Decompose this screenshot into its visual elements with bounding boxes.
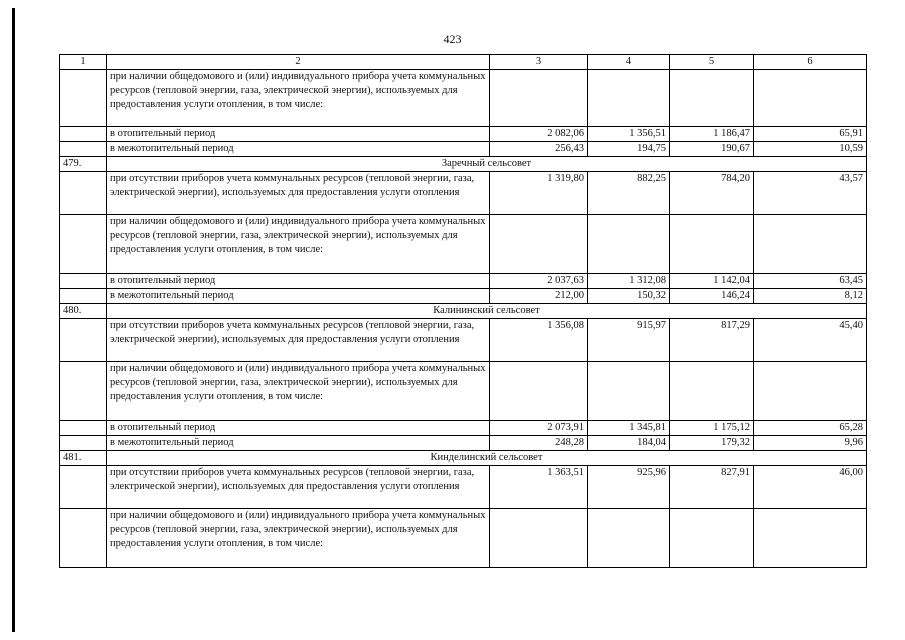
section-title: Заречный сельсовет: [107, 157, 867, 172]
value-cell: 1 356,51: [588, 127, 670, 142]
value-cell: 827,91: [670, 466, 754, 509]
row-label: в отопительный период: [107, 274, 490, 289]
value-cell: 45,40: [754, 319, 867, 362]
section-title: Кинделинский сельсовет: [107, 451, 867, 466]
value-cell: [588, 509, 670, 568]
value-cell: 190,67: [670, 142, 754, 157]
row-number-cell: [60, 215, 107, 274]
table-row: [60, 319, 867, 362]
row-label: при отсутствии приборов учета коммунальных ресурсов (тепловой энергии, газа, электрической энергии), используемых для предоставления услуги отопления: [107, 319, 490, 362]
value-cell: [670, 509, 754, 568]
table-row: [60, 127, 867, 142]
row-number-cell: [60, 172, 107, 215]
row-number-cell: [60, 362, 107, 421]
value-cell: 9,96: [754, 436, 867, 451]
value-cell: 212,00: [490, 289, 588, 304]
section-row: [60, 157, 867, 172]
row-number-cell: [60, 274, 107, 289]
row-number-cell: [60, 127, 107, 142]
row-number-cell: [60, 421, 107, 436]
row-label: при наличии общедомового и (или) индивидуального прибора учета коммунальных ресурсов (тепловой энергии, газа, электрической энергии), используемых для предоставления услуги отопления, в том числе:: [107, 70, 490, 127]
value-cell: 256,43: [490, 142, 588, 157]
row-number-cell: [60, 319, 107, 362]
row-label: при отсутствии приборов учета коммунальных ресурсов (тепловой энергии, газа, электрической энергии), используемых для предоставления услуги отопления: [107, 466, 490, 509]
row-number-cell: [60, 289, 107, 304]
value-cell: 63,45: [754, 274, 867, 289]
value-cell: [670, 70, 754, 127]
value-cell: [490, 362, 588, 421]
value-cell: 817,29: [670, 319, 754, 362]
table-row: [60, 289, 867, 304]
value-cell: 150,32: [588, 289, 670, 304]
value-cell: [754, 362, 867, 421]
value-cell: 8,12: [754, 289, 867, 304]
table-row: [60, 215, 867, 274]
table-row: [60, 509, 867, 568]
section-title: Калининский сельсовет: [107, 304, 867, 319]
table-row: [60, 362, 867, 421]
value-cell: 1 142,04: [670, 274, 754, 289]
value-cell: [754, 509, 867, 568]
value-cell: [754, 215, 867, 274]
section-row: [60, 304, 867, 319]
value-cell: 2 082,06: [490, 127, 588, 142]
value-cell: 194,75: [588, 142, 670, 157]
column-header: 5: [670, 55, 754, 70]
value-cell: 10,59: [754, 142, 867, 157]
value-cell: [670, 215, 754, 274]
row-label: при наличии общедомового и (или) индивидуального прибора учета коммунальных ресурсов (тепловой энергии, газа, электрической энергии), используемых для предоставления услуги отопления, в том числе:: [107, 509, 490, 568]
binding-edge: [12, 8, 15, 632]
value-cell: 882,25: [588, 172, 670, 215]
column-header: 2: [107, 55, 490, 70]
row-label: при наличии общедомового и (или) индивидуального прибора учета коммунальных ресурсов (тепловой энергии, газа, электрической энергии), используемых для предоставления услуги отопления, в том числе:: [107, 362, 490, 421]
row-number-cell: [60, 509, 107, 568]
value-cell: [588, 215, 670, 274]
value-cell: 784,20: [670, 172, 754, 215]
value-cell: 2 073,91: [490, 421, 588, 436]
value-cell: 915,97: [588, 319, 670, 362]
section-number: 480.: [60, 304, 107, 319]
value-cell: 1 319,80: [490, 172, 588, 215]
column-header: 1: [60, 55, 107, 70]
row-label: в межотопительный период: [107, 436, 490, 451]
tariff-table: [59, 54, 867, 568]
table-row: [60, 172, 867, 215]
table-row: [60, 466, 867, 509]
value-cell: [588, 362, 670, 421]
section-row: [60, 451, 867, 466]
value-cell: 2 037,63: [490, 274, 588, 289]
column-header: 3: [490, 55, 588, 70]
row-number-cell: [60, 70, 107, 127]
value-cell: 1 356,08: [490, 319, 588, 362]
value-cell: [754, 70, 867, 127]
value-cell: 146,24: [670, 289, 754, 304]
value-cell: 925,96: [588, 466, 670, 509]
table-row: [60, 274, 867, 289]
column-number-row: [60, 55, 867, 70]
value-cell: 179,32: [670, 436, 754, 451]
value-cell: [490, 215, 588, 274]
row-label: при отсутствии приборов учета коммунальных ресурсов (тепловой энергии, газа, электрической энергии), используемых для предоставления услуги отопления: [107, 172, 490, 215]
value-cell: 1 363,51: [490, 466, 588, 509]
row-label: в отопительный период: [107, 421, 490, 436]
value-cell: 43,57: [754, 172, 867, 215]
value-cell: [588, 70, 670, 127]
value-cell: 65,91: [754, 127, 867, 142]
column-header: 6: [754, 55, 867, 70]
table-row: [60, 421, 867, 436]
table-row: [60, 142, 867, 157]
value-cell: 184,04: [588, 436, 670, 451]
value-cell: 46,00: [754, 466, 867, 509]
value-cell: 1 186,47: [670, 127, 754, 142]
row-label: в межотопительный период: [107, 142, 490, 157]
value-cell: 1 312,08: [588, 274, 670, 289]
row-number-cell: [60, 466, 107, 509]
value-cell: [490, 509, 588, 568]
row-label: при наличии общедомового и (или) индивидуального прибора учета коммунальных ресурсов (тепловой энергии, газа, электрической энергии), используемых для предоставления услуги отопления, в том числе:: [107, 215, 490, 274]
page-number: 423: [443, 32, 462, 46]
value-cell: [670, 362, 754, 421]
table-row: [60, 70, 867, 127]
value-cell: 248,28: [490, 436, 588, 451]
table-row: [60, 436, 867, 451]
value-cell: 1 345,81: [588, 421, 670, 436]
row-number-cell: [60, 436, 107, 451]
row-label: в отопительный период: [107, 127, 490, 142]
row-number-cell: [60, 142, 107, 157]
value-cell: [490, 70, 588, 127]
column-header: 4: [588, 55, 670, 70]
section-number: 481.: [60, 451, 107, 466]
section-number: 479.: [60, 157, 107, 172]
value-cell: 65,28: [754, 421, 867, 436]
value-cell: 1 175,12: [670, 421, 754, 436]
row-label: в межотопительный период: [107, 289, 490, 304]
